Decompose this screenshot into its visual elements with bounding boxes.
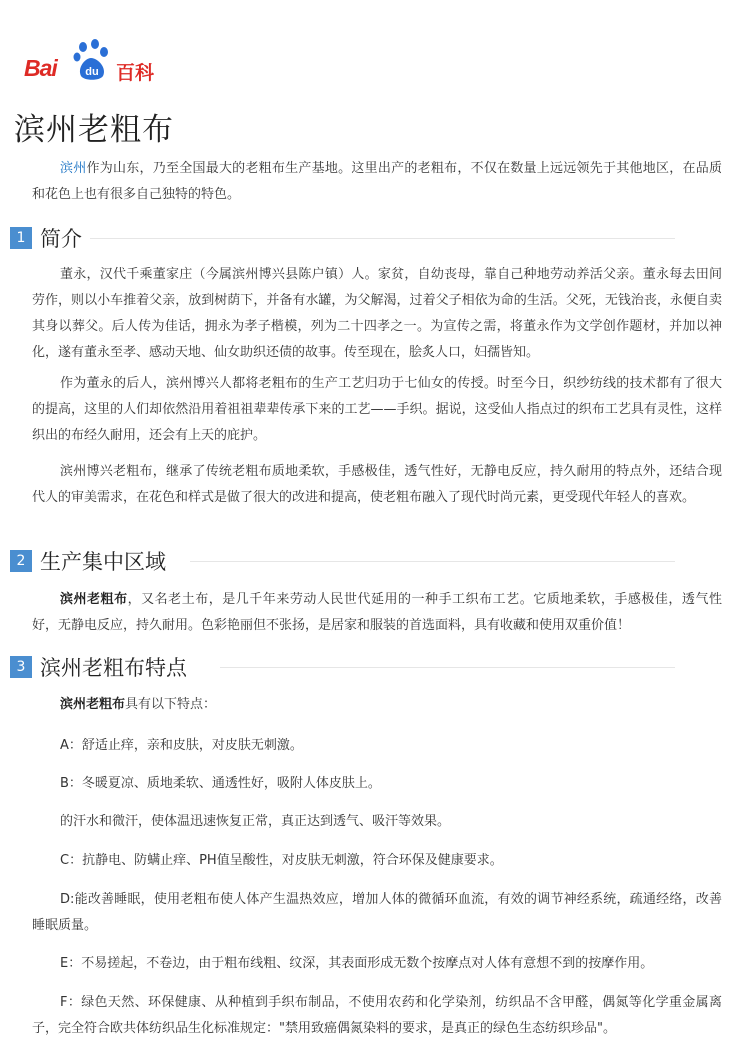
section-heading-features [10, 654, 675, 680]
intro-text: 作为山东，乃至全国最大的老粗布生产基地。这里出产的老粗布，不仅在数量上远远领先于其他地区，在品质和花色上也有很多自己独特的特色。 [32, 161, 722, 202]
section-number-badge: 1 [10, 227, 32, 249]
paragraph-boxing-cloth: 滨州博兴老粗布，继承了传统老粗布质地柔软，手感极佳，透气性好，无静电反应，持久耐用的特点外，还结合现代人的审美需求，在花色和样式是做了很大的改进和提高，使老粗布融入了现代时尚元素，更受现代年轻人的喜欢。 [32, 464, 722, 505]
logo-baike-text: 百科 [116, 62, 155, 84]
section-heading-production-area [10, 548, 675, 574]
paragraph-descendants: 作为董永的后人，滨州博兴人都将老粗布的生产工艺归功于七仙女的传授。时至今日，织纱纺线的技术都有了很大的提高，这里的人们却依然沿用着祖祖辈辈传承下来的工艺——手织。据说，这受仙人指点过的织布工艺具有灵性，这样织出的布经久耐用，还会有上天的庇护。 [32, 376, 722, 443]
section-number-badge: 2 [10, 550, 32, 572]
features-lead [32, 692, 722, 718]
paragraph-dongyong: 董永，汉代千乘董家庄（今属滨州博兴县陈户镇）人。家贫，自幼丧母，靠自己种地劳动养活父亲。董永每去田间劳作，则以小车推着父亲，放到树荫下，并备有水罐，为父解渴，过着父子相依为命的生活。父死，无钱治丧，永便自卖其身以葬父。后人传为佳话，拥永为孝子楷模，列为二十四孝之一。为宣传之需，将董永作为文学创作题材，并加以神化，遂有董永至孝、感动天地、仙女助织还债的故事。传至现在，脍炙人口，妇孺皆知。 [32, 267, 722, 360]
feature-f: F：绿色天然、环保健康、从种植到手织布制品，不使用农药和化学染剂，纺织品不含甲醛，偶氮等化学重金属离子，完全符合欧共体纺织品生化标准规定："禁用致癌偶氮染料的要求，是真正的绿色生态纺织珍品"。 [32, 995, 722, 1036]
logo-bai-text: Bai [24, 55, 57, 81]
paw-icon [71, 38, 115, 82]
bold-term: 滨州老粗布 [60, 697, 126, 712]
section-title: 滨州老粗布特点 [40, 656, 187, 680]
section-title: 简介 [40, 227, 82, 251]
section-divider [90, 238, 675, 239]
features-lead-text: 具有以下特点： [125, 697, 217, 712]
section-divider [190, 561, 675, 562]
baidu-baike-logo[interactable] [24, 38, 164, 88]
logo-du-text: du [85, 66, 99, 78]
intro-paragraph [32, 156, 722, 208]
feature-b-continued: 的汗水和微汗，使体温迅速恢复正常，真正达到透气、吸汗等效果。 [60, 814, 451, 829]
feature-d: D:能改善睡眠，使用老粗布使人体产生温热效应，增加人体的微循环血流，有效的调节神经系统，疏通经络，改善睡眠质量。 [32, 892, 722, 933]
binzhou-link[interactable]: 滨州 [60, 161, 87, 176]
feature-e: E：不易搓起，不卷边，由于粗布线粗、纹深，其表面形成无数个按摩点对人体有意想不到的按摩作用。 [60, 956, 654, 971]
feature-a: A：舒适止痒，亲和皮肤，对皮肤无刺激。 [60, 738, 303, 753]
section-heading-intro [10, 225, 675, 251]
section-title: 生产集中区域 [40, 550, 166, 574]
page-title: 滨州老粗布 [14, 112, 174, 148]
section-divider [220, 667, 675, 668]
feature-c: C：抗静电、防螨止痒、PH值呈酸性，对皮肤无刺激，符合环保及健康要求。 [60, 853, 503, 868]
production-text: ，又名老土布，是几千年来劳动人民世代延用的一种手工织布工艺。它质地柔软，手感极佳，透气性好，无静电反应，持久耐用。色彩艳丽但不张扬，是居家和服装的首选面料，具有收藏和使用双重价值！ [32, 592, 722, 633]
bold-term: 滨州老粗布 [60, 592, 128, 607]
paragraph-production [32, 587, 722, 639]
feature-b: B：冬暖夏凉、质地柔软、通透性好，吸附人体皮肤上。 [60, 776, 381, 791]
section-number-badge: 3 [10, 656, 32, 678]
